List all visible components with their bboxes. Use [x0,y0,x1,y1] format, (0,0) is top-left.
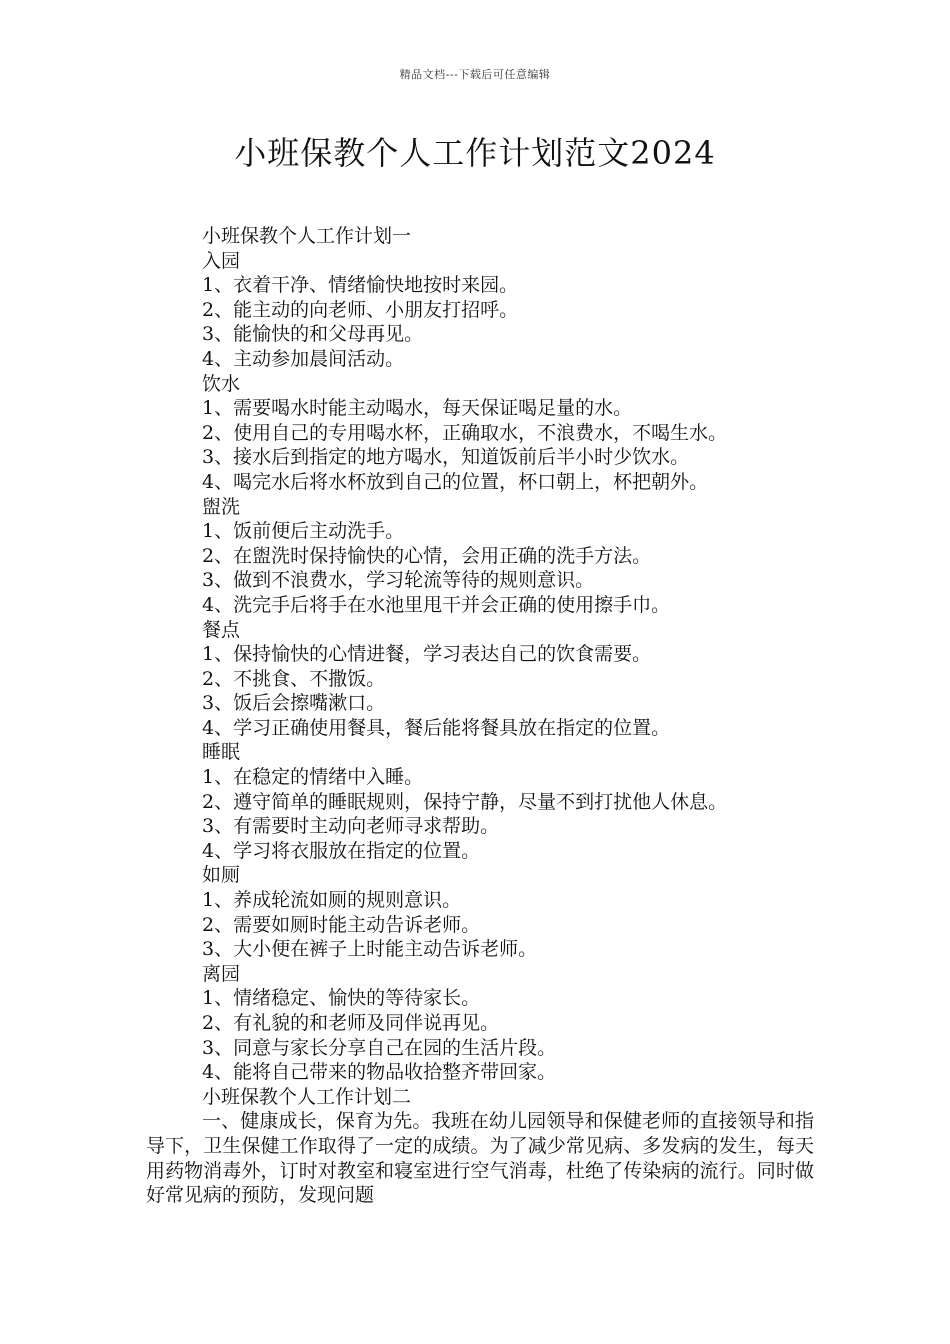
text-line: 3、能愉快的和父母再见。 [202,323,424,346]
text-line: 4、洗完手后将手在水池里甩干并会正确的使用擦手巾。 [202,593,671,616]
text-line: 睡眠 [202,741,241,764]
text-line: 3、有需要时主动向老师寻求帮助。 [202,815,500,838]
line-list [146,224,814,1109]
text-line: 4、喝完水后将水杯放到自己的位置，杯口朝上，杯把朝外。 [202,470,709,493]
text-line: 1、在稳定的情绪中入睡。 [202,766,424,789]
text-line: 饮水 [202,372,241,395]
text-line: 盥洗 [202,495,241,518]
header-note: 精品文档---下载后可任意编辑 [399,68,551,81]
text-line: 4、学习将衣服放在指定的位置。 [202,839,481,862]
text-line: 2、在盥洗时保持愉快的心情，会用正确的洗手方法。 [202,544,652,567]
document-title: 小班保教个人工作计划范文2024 [234,134,716,172]
text-line: 1、养成轮流如厕的规则意识。 [202,889,462,912]
text-line: 餐点 [202,618,241,641]
text-line: 2、使用自己的专用喝水杯，正确取水，不浪费水，不喝生水。 [202,421,728,444]
text-line: 如厕 [202,864,241,887]
text-line: 2、遵守简单的睡眠规则，保持宁静，尽量不到打扰他人休息。 [202,790,728,813]
text-line: 1、保持愉快的心情进餐，学习表达自己的饮食需要。 [202,643,652,666]
text-line: 离园 [202,962,241,985]
text-line: 2、需要如厕时能主动告诉老师。 [202,913,481,936]
text-line: 3、同意与家长分享自己在园的生活片段。 [202,1036,557,1059]
text-line: 小班保教个人工作计划一 [202,225,412,247]
text-line: 2、能主动的向老师、小朋友打招呼。 [202,298,519,321]
text-line: 3、接水后到指定的地方喝水，知道饭前后半小时少饮水。 [202,446,690,469]
text-line: 1、衣着干净、情绪愉快地按时来园。 [202,274,519,297]
text-line: 4、能将自己带来的物品收拾整齐带回家。 [202,1061,557,1084]
text-line: 2、不挑食、不撒饭。 [202,667,386,690]
text-line: 4、学习正确使用餐具，餐后能将餐具放在指定的位置。 [202,716,671,739]
text-line: 1、饭前便后主动洗手。 [202,520,405,543]
text-line: 小班保教个人工作计划二 [202,1085,412,1108]
text-line: 3、饭后会擦嘴漱口。 [202,692,386,715]
document-body [146,224,814,1208]
text-line: 3、做到不浪费水，学习轮流等待的规则意识。 [202,569,595,592]
text-line: 4、主动参加晨间活动。 [202,347,405,370]
text-line: 1、需要喝水时能主动喝水，每天保证喝足量的水。 [202,397,633,420]
text-line: 2、有礼貌的和老师及同伴说再见。 [202,1012,500,1034]
text-line: 入园 [202,249,241,272]
text-line: 3、大小便在裤子上时能主动告诉老师。 [202,938,538,961]
body-paragraph: 一、健康成长，保育为先。我班在幼儿园领导和保健老师的直接领导和指导下，卫生保健工作取得了一定的成绩。为了减少常见病、多发病的发生，每天用药物消毒外，订时对教室和寝室进行空气消毒，杜绝了传染病的流行。同时做好常见病的预防，发现问题 [146,1110,814,1207]
text-line: 1、情绪稳定、愉快的等待家长。 [202,987,481,1010]
